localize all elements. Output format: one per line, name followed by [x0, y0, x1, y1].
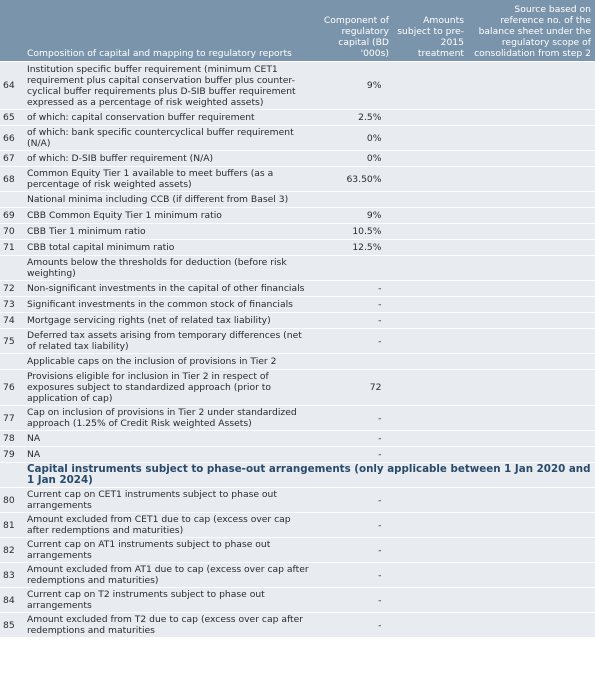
- table-section: [0, 463, 595, 488]
- row-description: of which: bank specific countercyclical buffer requirement (N/A): [25, 126, 313, 151]
- row-value-text: 0%: [366, 153, 382, 164]
- row-value-text: 72: [369, 382, 382, 393]
- table-row: [0, 431, 595, 447]
- row-amounts-value: [393, 151, 468, 167]
- row-amounts-value: [393, 192, 468, 208]
- row-number: 70: [0, 224, 25, 240]
- row-source-value: [468, 329, 595, 354]
- row-amounts-value: [393, 406, 468, 431]
- row-component-value: [313, 563, 393, 588]
- row-amounts-value: [393, 354, 468, 370]
- row-value-text: -: [378, 519, 382, 531]
- row-number: 71: [0, 240, 25, 256]
- row-value-text: -: [378, 544, 382, 556]
- row-value-text: -: [378, 433, 382, 444]
- row-component-value: [313, 354, 393, 370]
- row-component-value: [313, 256, 393, 281]
- header-source: Source based on reference no. of the balance sheet under the regulatory scope of consolidation from step 2: [468, 0, 595, 62]
- row-component-value: [313, 240, 393, 256]
- row-value-text: -: [378, 335, 382, 347]
- row-description: Common Equity Tier 1 available to meet buffers (as a percentage of risk weighted assets): [25, 167, 313, 192]
- row-component-value: [313, 208, 393, 224]
- table-row: [0, 62, 595, 110]
- row-amounts-value: [393, 370, 468, 406]
- table-row: [0, 406, 595, 431]
- row-amounts-value: [393, 613, 468, 638]
- row-source-value: [468, 488, 595, 513]
- row-number: 64: [0, 62, 25, 110]
- row-amounts-value: [393, 126, 468, 151]
- row-amounts-value: [393, 513, 468, 538]
- row-source-value: [468, 192, 595, 208]
- row-source-value: [468, 256, 595, 281]
- row-amounts-value: [393, 563, 468, 588]
- table-row: [0, 126, 595, 151]
- row-number: 79: [0, 447, 25, 463]
- row-amounts-value: [393, 447, 468, 463]
- row-source-value: [468, 538, 595, 563]
- row-component-value: [313, 167, 393, 192]
- row-source-value: [468, 588, 595, 613]
- row-value-text: -: [378, 412, 382, 424]
- row-source-value: [468, 62, 595, 110]
- row-amounts-value: [393, 281, 468, 297]
- row-description: Deferred tax assets arising from temporary differences (net of related tax liability): [25, 329, 313, 354]
- table-row: [0, 281, 595, 297]
- table-row: [0, 563, 595, 588]
- row-description: Provisions eligible for inclusion in Tier 2 in respect of exposures subject to standardized approach (prior to application of cap): [25, 370, 313, 406]
- row-number: 68: [0, 167, 25, 192]
- row-amounts-value: [393, 224, 468, 240]
- row-source-value: [468, 110, 595, 126]
- row-component-value: [313, 110, 393, 126]
- row-number: 84: [0, 588, 25, 613]
- row-number: 74: [0, 313, 25, 329]
- row-component-value: [313, 62, 393, 110]
- row-number: 67: [0, 151, 25, 167]
- row-description: Amount excluded from CET1 due to cap (excess over cap after redemptions and maturities): [25, 513, 313, 538]
- table-row: [0, 538, 595, 563]
- row-value-text: -: [378, 569, 382, 581]
- row-value-text: -: [378, 315, 382, 326]
- row-component-value: [313, 488, 393, 513]
- row-component-value: [313, 406, 393, 431]
- row-value-text: -: [378, 494, 382, 506]
- row-value-text: 9%: [366, 210, 382, 221]
- row-value-text: 0%: [366, 132, 382, 144]
- row-component-value: [313, 313, 393, 329]
- table-row: [0, 110, 595, 126]
- row-source-value: [468, 208, 595, 224]
- row-source-value: [468, 354, 595, 370]
- table-row: [0, 513, 595, 538]
- row-description: Significant investments in the common stock of financials: [25, 297, 313, 313]
- row-value-text: 2.5%: [358, 112, 382, 123]
- row-component-value: [313, 297, 393, 313]
- table-row: [0, 329, 595, 354]
- row-number: 69: [0, 208, 25, 224]
- row-value-text: -: [378, 594, 382, 606]
- row-number: [0, 192, 25, 208]
- row-value-text: -: [378, 299, 382, 310]
- row-source-value: [468, 224, 595, 240]
- row-amounts-value: [393, 240, 468, 256]
- row-description: National minima including CCB (if different from Basel 3): [25, 192, 313, 208]
- row-number: [0, 256, 25, 281]
- row-value-text: -: [378, 283, 382, 294]
- row-value-text: -: [378, 619, 382, 631]
- table-row: [0, 313, 595, 329]
- row-number: 65: [0, 110, 25, 126]
- table-body-part2: [0, 488, 595, 638]
- row-component-value: [313, 192, 393, 208]
- row-number: 76: [0, 370, 25, 406]
- row-description: CBB Tier 1 minimum ratio: [25, 224, 313, 240]
- row-description: CBB total capital minimum ratio: [25, 240, 313, 256]
- row-number: 83: [0, 563, 25, 588]
- header-amounts: Amounts subject to pre-2015 treatment: [393, 0, 468, 62]
- row-component-value: [313, 151, 393, 167]
- table-row: [0, 588, 595, 613]
- row-value-text: 63.50%: [346, 173, 382, 185]
- table-row: [0, 488, 595, 513]
- row-source-value: [468, 151, 595, 167]
- row-source-value: [468, 447, 595, 463]
- row-amounts-value: [393, 62, 468, 110]
- row-source-value: [468, 240, 595, 256]
- table-row: [0, 224, 595, 240]
- row-description: NA: [25, 431, 313, 447]
- row-component-value: [313, 281, 393, 297]
- row-component-value: [313, 513, 393, 538]
- row-component-value: [313, 126, 393, 151]
- row-description: Mortgage servicing rights (net of related tax liability): [25, 313, 313, 329]
- table-row: [0, 240, 595, 256]
- row-description: Cap on inclusion of provisions in Tier 2 under standardized approach (1.25% of Credit Risk weighted Assets): [25, 406, 313, 431]
- row-source-value: [468, 563, 595, 588]
- row-value-text: 12.5%: [352, 242, 382, 253]
- row-amounts-value: [393, 329, 468, 354]
- row-component-value: [313, 224, 393, 240]
- table-body-part1: [0, 62, 595, 463]
- table-row: [0, 613, 595, 638]
- row-component-value: [313, 447, 393, 463]
- row-description: Institution specific buffer requirement (minimum CET1 requirement plus capital conservation buffer plus counter-cyclical buffer requirements plus D-SIB buffer requirement expressed as a percentage of risk weighted assets): [25, 62, 313, 110]
- row-source-value: [468, 613, 595, 638]
- row-number: 78: [0, 431, 25, 447]
- row-description: CBB Common Equity Tier 1 minimum ratio: [25, 208, 313, 224]
- row-description: Current cap on T2 instruments subject to phase out arrangements: [25, 588, 313, 613]
- row-source-value: [468, 167, 595, 192]
- row-description: Amounts below the thresholds for deduction (before risk weighting): [25, 256, 313, 281]
- row-amounts-value: [393, 167, 468, 192]
- row-component-value: [313, 588, 393, 613]
- row-description: of which: D-SIB buffer requirement (N/A): [25, 151, 313, 167]
- table-row: [0, 256, 595, 281]
- row-description: Amount excluded from T2 due to cap (excess over cap after redemptions and maturities: [25, 613, 313, 638]
- row-component-value: [313, 329, 393, 354]
- row-number: 80: [0, 488, 25, 513]
- row-description: Current cap on AT1 instruments subject to phase out arrangements: [25, 538, 313, 563]
- row-number: 73: [0, 297, 25, 313]
- row-amounts-value: [393, 588, 468, 613]
- section-row: [0, 463, 595, 488]
- row-description: Applicable caps on the inclusion of provisions in Tier 2: [25, 354, 313, 370]
- table-row: [0, 208, 595, 224]
- row-source-value: [468, 431, 595, 447]
- row-value-text: 9%: [366, 80, 382, 91]
- row-description: Non-significant investments in the capital of other financials: [25, 281, 313, 297]
- row-number: [0, 354, 25, 370]
- row-component-value: [313, 370, 393, 406]
- row-number: 72: [0, 281, 25, 297]
- row-amounts-value: [393, 256, 468, 281]
- table-row: [0, 370, 595, 406]
- row-source-value: [468, 370, 595, 406]
- section-title: Capital instruments subject to phase-out arrangements (only applicable between 1 Jan 2020 and 1 Jan 2024): [0, 463, 595, 488]
- row-source-value: [468, 313, 595, 329]
- row-description: NA: [25, 447, 313, 463]
- row-source-value: [468, 281, 595, 297]
- row-value-text: 10.5%: [352, 226, 382, 237]
- row-amounts-value: [393, 208, 468, 224]
- row-component-value: [313, 613, 393, 638]
- row-amounts-value: [393, 538, 468, 563]
- row-number: 77: [0, 406, 25, 431]
- table-row: [0, 297, 595, 313]
- header-description: Composition of capital and mapping to regulatory reports: [0, 0, 313, 62]
- row-source-value: [468, 406, 595, 431]
- row-amounts-value: [393, 313, 468, 329]
- row-number: 82: [0, 538, 25, 563]
- row-number: 81: [0, 513, 25, 538]
- row-number: 66: [0, 126, 25, 151]
- row-source-value: [468, 297, 595, 313]
- row-amounts-value: [393, 431, 468, 447]
- row-number: 85: [0, 613, 25, 638]
- header-component: Component of regulatory capital (BD '000s): [313, 0, 393, 62]
- table-row: [0, 151, 595, 167]
- table-row: [0, 192, 595, 208]
- row-description: of which: capital conservation buffer requirement: [25, 110, 313, 126]
- row-value-text: -: [378, 449, 382, 460]
- table-row: [0, 167, 595, 192]
- table-row: [0, 447, 595, 463]
- row-source-value: [468, 513, 595, 538]
- table-header-row: [0, 0, 595, 62]
- row-number: 75: [0, 329, 25, 354]
- row-amounts-value: [393, 297, 468, 313]
- row-component-value: [313, 538, 393, 563]
- row-description: Current cap on CET1 instruments subject to phase out arrangements: [25, 488, 313, 513]
- row-amounts-value: [393, 110, 468, 126]
- table-row: [0, 354, 595, 370]
- row-amounts-value: [393, 488, 468, 513]
- row-description: Amount excluded from AT1 due to cap (excess over cap after redemptions and maturities): [25, 563, 313, 588]
- row-component-value: [313, 431, 393, 447]
- row-source-value: [468, 126, 595, 151]
